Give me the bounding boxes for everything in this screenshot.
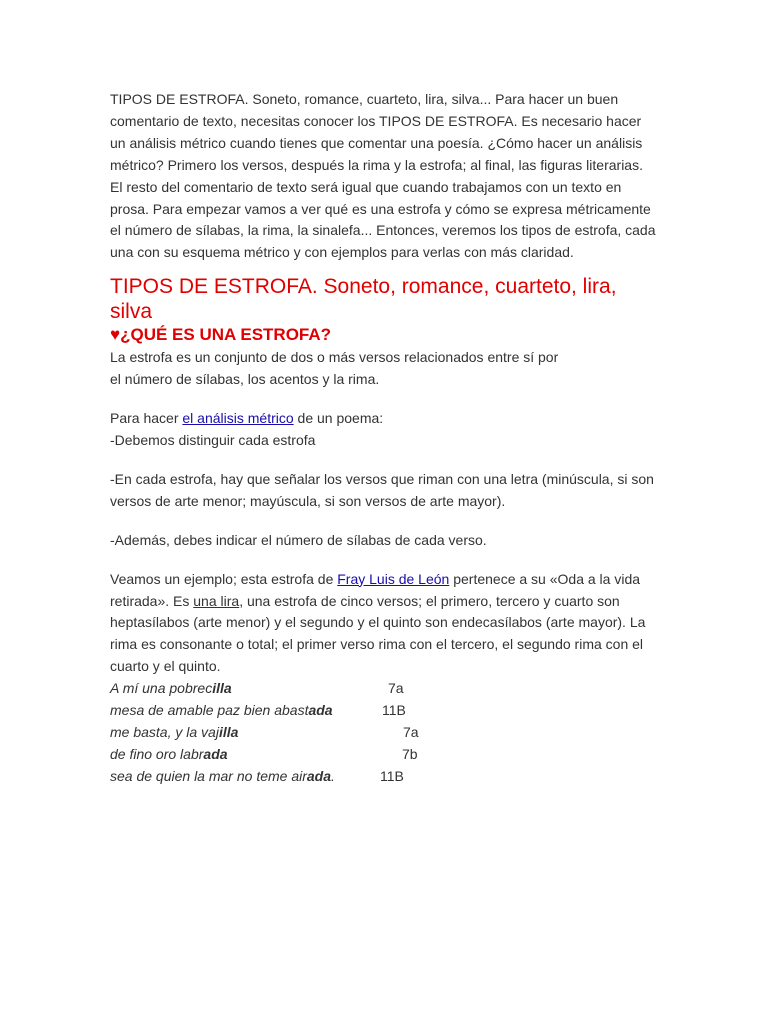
section-heading: ♥¿QUÉ ES UNA ESTROFA?: [110, 325, 332, 345]
syllable-instruction-paragraph: -Además, debes indicar el número de sílabas de cada verso.: [110, 531, 487, 548]
verse-meter: 11B: [380, 767, 404, 784]
una-lira-underlined: una lira: [193, 592, 240, 609]
page-title: TIPOS DE ESTROFA. Soneto, romance, cuarteto, lira, silva: [110, 275, 617, 324]
verse-meter: 7a: [388, 680, 404, 697]
definition-paragraph: [110, 347, 658, 391]
example-mid: pertenece a su «Oda a la vida retirada». Es: [110, 570, 641, 609]
verse-rhyme: illa: [218, 723, 239, 740]
example-post: , una estrofa de cinco versos; el primero, tercero y cuarto son heptasílabos (arte menor) y el segundo y el quinto son endecasílabos (arte mayor). La rima es consonante o total; el primer verso rima con el tercero, el segundo rima con el cuarto y el quinto.: [110, 592, 646, 675]
verse-meter: 11B: [382, 702, 406, 719]
verse-rhyme: illa: [212, 680, 232, 697]
rhyme-instruction-paragraph: -En cada estrofa, hay que señalar los versos que riman con una letra (minúscula, si son versos de arte menor; mayúscula, si son versos de arte mayor).: [110, 470, 654, 509]
metric-analysis-link[interactable]: el análisis métrico: [182, 410, 294, 427]
example-paragraph: [110, 569, 658, 679]
fray-luis-de-leon-link[interactable]: Fray Luis de León: [337, 570, 450, 587]
verse-line: [110, 766, 658, 788]
verse-text: sea de quien la mar no teme air: [110, 767, 307, 784]
verse-rhyme: ada: [308, 702, 333, 719]
definition-line-1: La estrofa es un conjunto de dos o más versos relacionados entre sí por: [110, 349, 559, 366]
document-page: [110, 89, 658, 788]
verse-rhyme: ada: [306, 767, 332, 784]
example-pre: Veamos un ejemplo; esta estrofa de: [110, 570, 338, 587]
verse-text: de fino oro labr: [110, 745, 204, 762]
verse-text: A mí una pobrec: [110, 680, 213, 697]
verse-text: mesa de amable paz bien abast: [110, 702, 309, 719]
verse-line: [110, 700, 658, 722]
verse-text: me basta, y la vaj: [110, 723, 219, 740]
verse-meter: 7b: [402, 745, 418, 762]
para1-post: de un poema:: [293, 410, 384, 427]
para1-pre: Para hacer: [110, 410, 183, 427]
metric-analysis-paragraph: [110, 408, 658, 452]
poem-stanza: [110, 678, 658, 787]
intro-paragraph: TIPOS DE ESTROFA. Soneto, romance, cuarteto, lira, silva... Para hacer un buen comentario de texto, necesitas conocer los TIPOS DE ESTROFA. Es necesario hacer un análisis métrico cuando tienes que comentar una poesía. ¿Cómo hacer un análisis métrico? Primero los versos, después la rima y la estrofa; al final, las figuras literarias. El resto del comentario de texto será igual que cuando trabajamos con un texto en prosa. Para empezar vamos a ver qué es una estrofa y cómo se expresa métricamente el número de sílabas, la rima, la sinalefa... Entonces, veremos los tipos de estrofa, cada una con su esquema métrico y con ejemplos para verlas con más claridad.: [110, 91, 656, 261]
verse-line: [110, 678, 658, 700]
verse-line: [110, 744, 658, 766]
para1-line-2: -Debemos distinguir cada estrofa: [110, 431, 316, 448]
verse-meter: 7a: [403, 723, 419, 740]
definition-line-2: el número de sílabas, los acentos y la rima.: [110, 371, 380, 388]
verse-rhyme: ada: [203, 745, 228, 762]
verse-line: [110, 722, 658, 744]
verse-end: .: [331, 767, 335, 784]
